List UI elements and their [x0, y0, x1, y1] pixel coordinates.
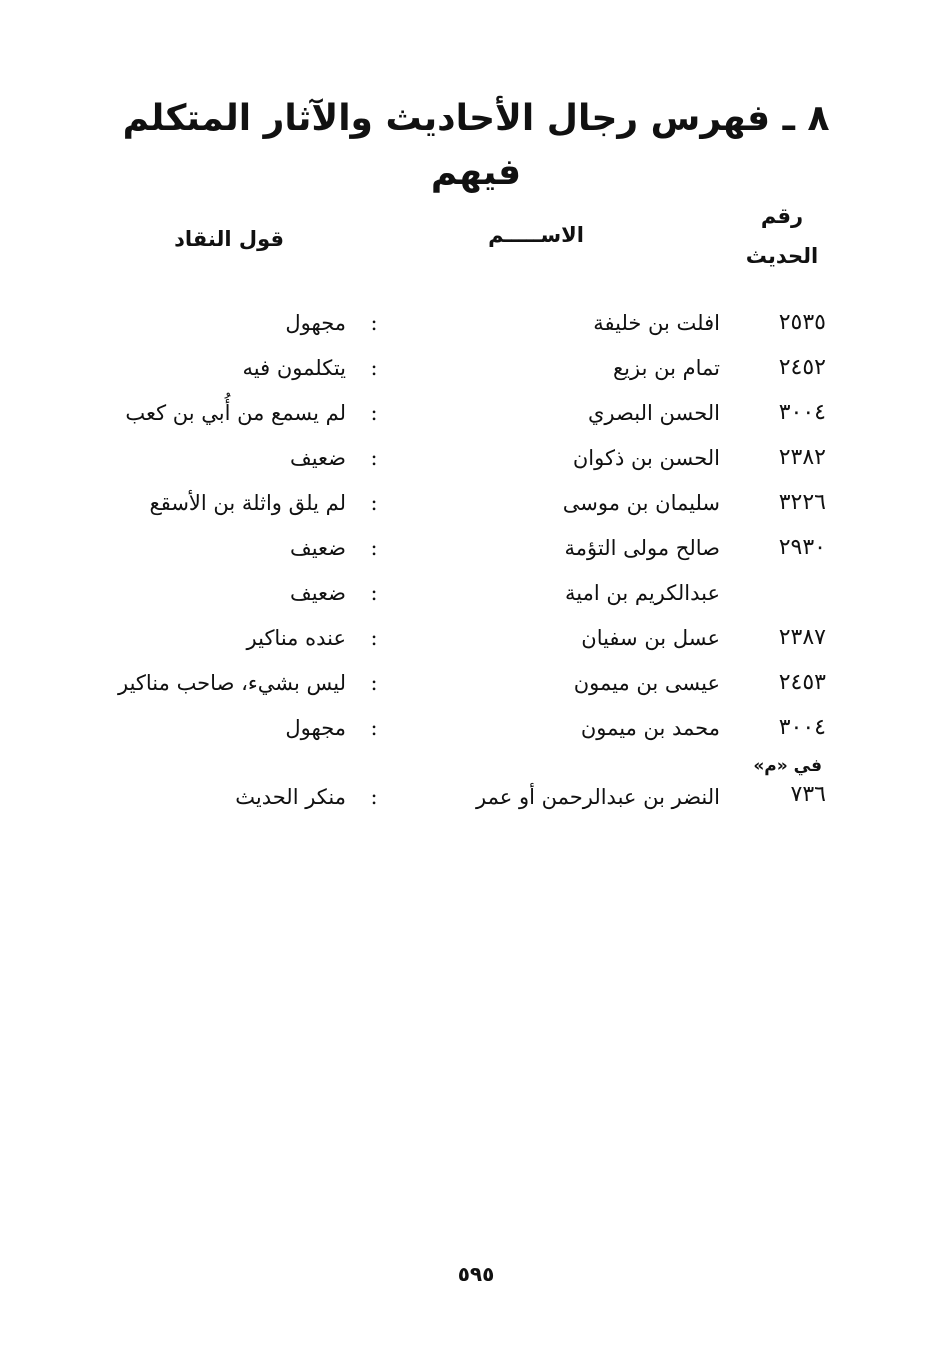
manuscript-note: في «م»: [753, 756, 822, 776]
hadith-number: ٣٢٢٦: [778, 490, 826, 515]
hadith-number: ٣٠٠٤: [778, 400, 826, 425]
narrator-name: النضر بن عبدالرحمن أو عمر: [476, 785, 720, 809]
table-row: [0, 439, 952, 484]
header-number-line2: الحديث: [745, 244, 819, 268]
table-row: [0, 664, 952, 709]
table-row: [0, 394, 952, 439]
narrator-name: محمد بن ميمون: [580, 716, 720, 740]
separator-colon: :: [370, 716, 378, 740]
narrator-name: افلت بن خليفة: [593, 311, 720, 335]
header-number-line1: رقم: [760, 204, 804, 228]
separator-colon: :: [370, 491, 378, 515]
narrator-name: عسل بن سفيان: [581, 626, 720, 650]
hadith-number: ٢٥٣٥: [778, 310, 826, 335]
critics-verdict: منكر الحديث: [235, 785, 346, 809]
critics-verdict: لم يلق واثلة بن الأسقع: [149, 491, 346, 515]
critics-verdict: مجهول: [285, 716, 346, 740]
table-row: [0, 574, 952, 619]
hadith-number: ٢٩٣٠: [778, 535, 826, 560]
table-row: [0, 709, 952, 754]
separator-colon: :: [370, 401, 378, 425]
table-row: [0, 349, 952, 394]
narrator-name: الحسن بن ذكوان: [572, 446, 720, 470]
narrators-table: [0, 304, 952, 818]
separator-colon: :: [370, 671, 378, 695]
critics-verdict: مجهول: [285, 311, 346, 335]
hadith-number: ٢٣٨٧: [778, 625, 826, 650]
header-hadith-number: [742, 196, 822, 276]
separator-colon: :: [370, 356, 378, 380]
narrator-name: سليمان بن موسى: [562, 491, 720, 515]
critics-verdict: لم يسمع من أُبي بن كعب: [125, 401, 346, 425]
page-number: ٥٩٥: [457, 1262, 495, 1286]
critics-verdict: ليس بشيء، صاحب مناكير: [117, 671, 346, 695]
page-title: ٨ ـ فهرس رجال الأحاديث والآثار المتكلم فيهم: [122, 98, 830, 193]
narrator-name: عبدالكريم بن امية: [565, 581, 720, 605]
separator-colon: :: [370, 536, 378, 560]
critics-verdict: ضعيف: [289, 581, 346, 605]
table-row: [0, 758, 952, 818]
critics-verdict: ضعيف: [289, 446, 346, 470]
hadith-number: ٣٠٠٤: [778, 715, 826, 740]
narrator-name: تمام بن بزيع: [612, 356, 720, 380]
narrator-name: صالح مولى التؤمة: [564, 536, 720, 560]
header-critics-verdict: قول النقاد: [174, 227, 284, 251]
table-row: [0, 619, 952, 664]
table-row: [0, 304, 952, 349]
table-row: [0, 484, 952, 529]
critics-verdict: ضعيف: [289, 536, 346, 560]
separator-colon: :: [370, 785, 378, 809]
table-row: [0, 529, 952, 574]
hadith-number: ٢٣٨٢: [778, 445, 826, 470]
header-name: الاســـــم: [488, 223, 584, 247]
hadith-number: ٢٤٥٣: [778, 670, 826, 695]
separator-colon: :: [370, 626, 378, 650]
hadith-number: ٧٣٦: [790, 782, 826, 807]
narrator-name: عيسى بن ميمون: [573, 671, 720, 695]
narrator-name: الحسن البصري: [588, 401, 720, 425]
critics-verdict: يتكلمون فيه: [242, 356, 346, 380]
separator-colon: :: [370, 581, 378, 605]
hadith-number: ٢٤٥٢: [778, 355, 826, 380]
separator-colon: :: [370, 446, 378, 470]
separator-colon: :: [370, 311, 378, 335]
critics-verdict: عنده مناكير: [246, 626, 346, 650]
